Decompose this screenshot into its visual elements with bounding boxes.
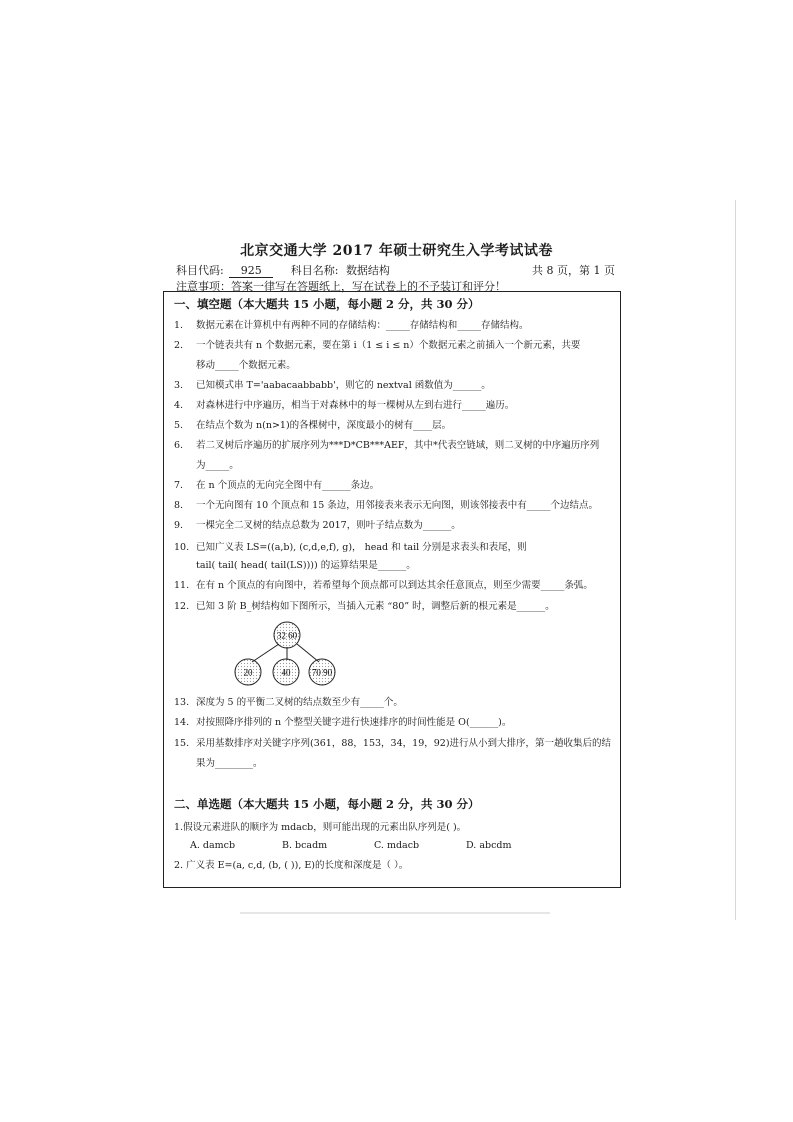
- b-tree-diagram: [225, 620, 345, 692]
- scan-bleed-marks: [240, 912, 550, 914]
- subject-code-row: [176, 262, 390, 278]
- question-15-cont: 果为________。: [196, 758, 263, 769]
- option-a: A. damcb: [190, 840, 236, 851]
- choice-question-1-options: [190, 840, 558, 851]
- question-12: 12. 已知 3 阶 B_树结构如下图所示，当插入元素 “80” 时，调整后新的根元素是______。: [174, 601, 555, 612]
- question-5: 5. 在结点个数为 n(n>1)的各棵树中，深度最小的树有____层。: [174, 420, 452, 431]
- subject-name-label: 科目名称:: [290, 264, 339, 277]
- choice-question-1: 1.假设元素进队的顺序为 mdacb，则可能出现的元素出队序列是( )。: [174, 822, 467, 833]
- question-15: 15. 采用基数排序对关键字序列(361，88，153，34，19，92)进行从小到大排序，第一趟收集后的结: [174, 738, 612, 749]
- choice-question-2: 2. 广义表 E=(a, c,d, (b, ( )), E)的长度和深度是（ ）。: [174, 860, 409, 871]
- question-3: 3. 已知模式串 T='aabacaabbabb'，则它的 nextval 函数值为______。: [174, 380, 491, 391]
- question-2: 2. 一个链表共有 n 个数据元素，要在第 i（1 ≤ i ≤ n）个数据元素之前插入一个新元素，共要: [174, 340, 581, 351]
- question-7: 7. 在 n 个顶点的无向完全图中有______条边。: [174, 480, 380, 491]
- question-13: 13. 深度为 5 的平衡二叉树的结点数至少有_____个。: [174, 697, 403, 708]
- question-10: 10. 已知广义表 LS=((a,b), (c,d,e,f), g)， head 和 tail 分别是求表头和表尾，则: [174, 542, 527, 553]
- tree-left-label: 20: [243, 667, 253, 678]
- question-14: 14. 对按照降序排列的 n 个整型关键字进行快速排序的时间性能是 O(______)。: [174, 717, 512, 728]
- section1-title: 一、填空题（本大题共 15 小题，每小题 2 分，共 30 分）: [174, 297, 480, 311]
- notice: 注意事项：答案一律写在答题纸上，写在试卷上的不予装订和评分！: [176, 280, 506, 293]
- subject-name-value: 数据结构: [345, 264, 390, 277]
- tree-edge-left: [252, 644, 279, 662]
- exam-title: 北京交通大学 2017 年硕士研究生入学考试试卷: [240, 243, 553, 259]
- tree-edge-right: [297, 644, 319, 662]
- tree-root-label: 32 60: [276, 630, 298, 641]
- subject-code-value: 925: [229, 264, 273, 278]
- question-10-cont: tail( tail( head( tail(LS)))) 的运算结果是______。: [196, 560, 416, 571]
- tree-middle-label: 40: [281, 667, 291, 678]
- subject-code-label: 科目代码:: [176, 264, 224, 277]
- question-6-cont: 为_____。: [196, 460, 239, 471]
- question-8: 8. 一个无向图有 10 个顶点和 15 条边，用邻接表来表示无向图，则该邻接表中有_____个边结点。: [174, 500, 599, 511]
- option-d: D. abcdm: [466, 840, 512, 851]
- question-2-cont: 移动_____个数据元素。: [196, 360, 296, 371]
- option-c: C. mdacb: [374, 840, 420, 851]
- question-9: 9. 一棵完全二叉树的结点总数为 2017，则叶子结点数为______。: [174, 520, 461, 531]
- question-4: 4. 对森林进行中序遍历，相当于对森林中的每一棵树从左到右进行_____遍历。: [174, 400, 515, 411]
- question-6: 6. 若二叉树后序遍历的扩展序列为***D*CB***AEF，其中*代表空链域，则二叉树的中序遍历序列: [174, 440, 600, 451]
- page-count: 共 8 页，第 1 页: [532, 264, 615, 277]
- section2-title: 二、单选题（本大题共 15 小题，每小题 2 分，共 30 分）: [174, 797, 480, 811]
- tree-right-label: 70 90: [311, 667, 333, 678]
- question-11: 11. 在有 n 个顶点的有向图中，若希望每个顶点都可以到达其余任意顶点，则至少需要_____条弧。: [174, 580, 593, 591]
- question-1: 1. 数据元素在计算机中有两种不同的存储结构：_____存储结构和_____存储结构。: [174, 320, 529, 331]
- scan-edge-line: [735, 200, 736, 920]
- option-b: B. bcadm: [282, 840, 328, 851]
